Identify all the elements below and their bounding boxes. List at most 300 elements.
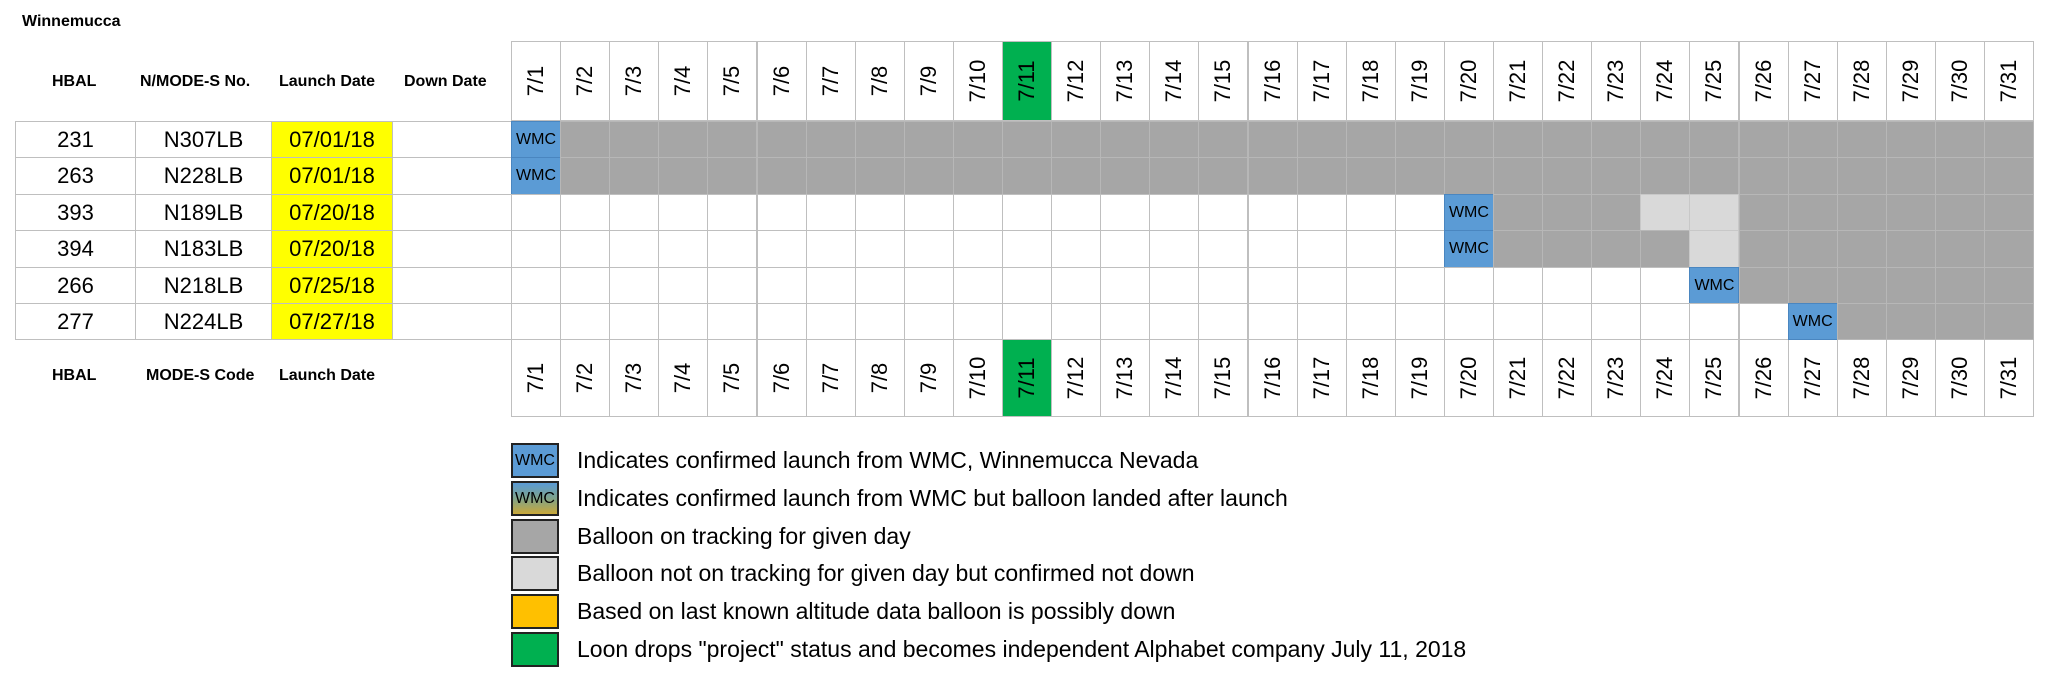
day-cell[interactable]: [1100, 267, 1150, 304]
day-cell[interactable]: [1149, 267, 1199, 304]
cell-launch[interactable]: 07/25/18: [271, 267, 393, 304]
cell-hbal[interactable]: 263: [15, 157, 136, 194]
day-cell-tracking[interactable]: [1297, 157, 1347, 194]
day-cell[interactable]: [560, 303, 610, 340]
cell-down[interactable]: [392, 230, 512, 267]
day-cell-tracking[interactable]: [1984, 267, 2034, 304]
day-cell[interactable]: [511, 303, 561, 340]
date-column-header[interactable]: [1297, 41, 1347, 121]
day-cell-tracking[interactable]: [1149, 157, 1199, 194]
day-cell-tracking[interactable]: [1640, 121, 1690, 158]
date-label: 7/5: [719, 65, 745, 97]
date-column-header[interactable]: [1198, 339, 1248, 417]
day-cell-tracking[interactable]: [1837, 194, 1887, 231]
day-cell[interactable]: [953, 230, 1003, 267]
date-column-header[interactable]: [1886, 339, 1936, 417]
day-cell-tracking[interactable]: [1640, 157, 1690, 194]
footer-mode-s-code: MODE-S Code: [146, 367, 255, 384]
day-cell-wmc-launch[interactable]: WMC: [1788, 303, 1838, 340]
date-column-header[interactable]: [1984, 339, 2034, 417]
day-cell-tracking[interactable]: [1886, 303, 1936, 340]
day-cell-tracking[interactable]: [1100, 121, 1150, 158]
legend-text: Indicates confirmed launch from WMC but balloon landed after launch: [577, 484, 1288, 511]
day-cell[interactable]: [904, 303, 954, 340]
day-cell[interactable]: [806, 194, 856, 231]
date-column-header[interactable]: [707, 41, 757, 121]
cell-down[interactable]: [392, 303, 512, 340]
day-cell[interactable]: [658, 230, 708, 267]
day-cell-tracking[interactable]: [1837, 267, 1887, 304]
date-label: 7/27: [1799, 59, 1825, 103]
date-column-header[interactable]: [1542, 339, 1592, 417]
day-cell-tracking[interactable]: [707, 121, 757, 158]
day-cell[interactable]: [1640, 267, 1690, 304]
day-cell-tracking[interactable]: [1984, 121, 2034, 158]
day-cell[interactable]: [1002, 303, 1052, 340]
day-cell-tracking[interactable]: [1689, 157, 1739, 194]
day-cell-tracking[interactable]: [1100, 157, 1150, 194]
day-cell[interactable]: [511, 230, 561, 267]
day-cell[interactable]: [1149, 230, 1199, 267]
day-cell-tracking[interactable]: [1051, 157, 1101, 194]
day-cell-tracking[interactable]: [904, 157, 954, 194]
day-cell[interactable]: [658, 267, 708, 304]
day-cell[interactable]: [707, 303, 757, 340]
day-cell-tracking[interactable]: [953, 157, 1003, 194]
date-column-header[interactable]: [855, 41, 905, 121]
day-cell-tracking[interactable]: [1837, 121, 1887, 158]
day-cell[interactable]: [658, 303, 708, 340]
day-cell[interactable]: [1198, 267, 1248, 304]
date-column-header[interactable]: [806, 41, 856, 121]
day-cell[interactable]: [707, 230, 757, 267]
day-cell-tracking[interactable]: [806, 157, 856, 194]
date-column-header[interactable]: [1788, 339, 1838, 417]
date-column-header[interactable]: [609, 41, 659, 121]
date-column-header[interactable]: [1739, 339, 1789, 417]
day-cell-tracking[interactable]: [1788, 267, 1838, 304]
day-cell-tracking[interactable]: [1002, 157, 1052, 194]
date-column-header[interactable]: [953, 41, 1003, 121]
day-cell[interactable]: [1395, 267, 1445, 304]
day-cell[interactable]: [1297, 230, 1347, 267]
day-cell-tracking[interactable]: [1935, 194, 1985, 231]
cell-launch[interactable]: 07/20/18: [271, 194, 393, 231]
day-cell-tracking[interactable]: [1248, 157, 1298, 194]
legend-swatch: [511, 556, 559, 591]
day-cell[interactable]: [806, 303, 856, 340]
cell-down[interactable]: [392, 267, 512, 304]
date-column-header[interactable]: [1739, 41, 1789, 121]
date-column-header[interactable]: [1542, 41, 1592, 121]
day-cell[interactable]: [953, 267, 1003, 304]
day-cell[interactable]: [1346, 230, 1396, 267]
day-cell-tracking[interactable]: [1542, 194, 1592, 231]
cell-mode[interactable]: N224LB: [135, 303, 272, 340]
day-cell[interactable]: [707, 267, 757, 304]
day-cell-tracking[interactable]: [1542, 121, 1592, 158]
day-cell-tracking[interactable]: [1591, 157, 1641, 194]
day-cell-tracking[interactable]: [953, 121, 1003, 158]
day-cell-tracking[interactable]: [1493, 121, 1543, 158]
date-label: 7/11: [1014, 357, 1040, 399]
date-column-header[interactable]: [1051, 339, 1101, 417]
day-cell-tracking[interactable]: [1689, 121, 1739, 158]
cell-mode[interactable]: N189LB: [135, 194, 272, 231]
day-cell-tracking[interactable]: [658, 121, 708, 158]
date-column-header[interactable]: [1886, 41, 1936, 121]
cell-mode[interactable]: N307LB: [135, 121, 272, 158]
date-column-header[interactable]: [1689, 41, 1739, 121]
date-label: 7/19: [1406, 59, 1432, 103]
day-cell[interactable]: [1248, 194, 1298, 231]
date-column-header[interactable]: [1837, 339, 1887, 417]
day-cell-tracking[interactable]: [1591, 121, 1641, 158]
day-cell[interactable]: [1297, 194, 1347, 231]
date-column-header[interactable]: [1395, 339, 1445, 417]
day-cell[interactable]: [1002, 230, 1052, 267]
header-down-date: Down Date: [404, 73, 487, 90]
day-cell-tracking[interactable]: [1493, 230, 1543, 267]
day-cell[interactable]: [1493, 267, 1543, 304]
day-cell-tracking[interactable]: [560, 157, 610, 194]
day-cell-tracking[interactable]: [1984, 194, 2034, 231]
date-column-header[interactable]: [707, 339, 757, 417]
day-cell-not-tracking[interactable]: [1689, 230, 1739, 267]
cell-down[interactable]: [392, 121, 512, 158]
day-cell[interactable]: [757, 303, 807, 340]
day-cell-tracking[interactable]: [1297, 121, 1347, 158]
day-cell[interactable]: [1051, 267, 1101, 304]
day-cell[interactable]: [904, 230, 954, 267]
day-cell[interactable]: [609, 230, 659, 267]
day-cell[interactable]: [1444, 267, 1494, 304]
date-column-header[interactable]: [1149, 339, 1199, 417]
day-cell-tracking[interactable]: [1788, 230, 1838, 267]
day-cell-tracking[interactable]: [1788, 157, 1838, 194]
day-cell-tracking[interactable]: [1984, 303, 2034, 340]
day-cell-tracking[interactable]: [1935, 303, 1985, 340]
legend-text: Balloon not on tracking for given day but confirmed not down: [577, 560, 1195, 587]
legend-text: Indicates confirmed launch from WMC, Winnemucca Nevada: [577, 447, 1199, 473]
header-hbal: HBAL: [52, 73, 97, 90]
day-cell-tracking[interactable]: [1886, 157, 1936, 194]
day-cell-tracking[interactable]: [1198, 157, 1248, 194]
date-label: 7/2: [572, 362, 598, 394]
day-cell-tracking[interactable]: [1935, 157, 1985, 194]
date-label: 7/21: [1505, 59, 1531, 103]
date-column-header[interactable]: [1493, 339, 1543, 417]
day-cell-tracking[interactable]: [1395, 121, 1445, 158]
day-cell[interactable]: [609, 303, 659, 340]
day-cell[interactable]: [855, 303, 905, 340]
date-column-header[interactable]: [904, 339, 954, 417]
day-cell-tracking[interactable]: [1149, 121, 1199, 158]
day-cell-tracking[interactable]: [757, 157, 807, 194]
cell-hbal[interactable]: 277: [15, 303, 136, 340]
date-label: 7/13: [1112, 356, 1138, 400]
date-column-header[interactable]: [1935, 339, 1985, 417]
date-column-header[interactable]: [511, 339, 561, 417]
date-label: 7/20: [1455, 356, 1481, 400]
day-cell-wmc-launch[interactable]: WMC: [1444, 194, 1494, 231]
day-cell-tracking[interactable]: [1542, 157, 1592, 194]
date-column-header[interactable]: [1984, 41, 2034, 121]
date-column-header[interactable]: [1100, 339, 1150, 417]
day-cell[interactable]: [1149, 303, 1199, 340]
day-cell-tracking[interactable]: [1837, 230, 1887, 267]
day-cell[interactable]: [1542, 303, 1592, 340]
day-cell-tracking[interactable]: [1788, 194, 1838, 231]
date-column-header[interactable]: [1837, 41, 1887, 121]
day-cell[interactable]: [1542, 267, 1592, 304]
day-cell[interactable]: [1051, 230, 1101, 267]
day-cell[interactable]: [658, 194, 708, 231]
day-cell[interactable]: [1198, 194, 1248, 231]
day-cell[interactable]: [1297, 267, 1347, 304]
day-cell[interactable]: [1346, 267, 1396, 304]
day-cell[interactable]: [953, 303, 1003, 340]
day-cell-tracking[interactable]: [658, 157, 708, 194]
day-cell-tracking[interactable]: [1739, 157, 1789, 194]
day-cell-tracking[interactable]: [1837, 303, 1887, 340]
day-cell[interactable]: [904, 267, 954, 304]
day-cell-tracking[interactable]: [1739, 121, 1789, 158]
day-cell[interactable]: [855, 230, 905, 267]
day-cell[interactable]: [1198, 230, 1248, 267]
date-label: 7/24: [1652, 59, 1678, 103]
day-cell-tracking[interactable]: [1346, 157, 1396, 194]
day-cell-not-tracking[interactable]: [1640, 194, 1690, 231]
day-cell-tracking[interactable]: [1591, 230, 1641, 267]
date-column-header[interactable]: [1640, 339, 1690, 417]
day-cell-tracking[interactable]: [1640, 230, 1690, 267]
day-cell-tracking[interactable]: [1788, 121, 1838, 158]
date-column-header[interactable]: [1297, 339, 1347, 417]
day-cell-tracking[interactable]: [1984, 157, 2034, 194]
day-cell-tracking[interactable]: [1837, 157, 1887, 194]
day-cell-not-tracking[interactable]: [1689, 194, 1739, 231]
day-cell-tracking[interactable]: [1248, 121, 1298, 158]
date-label: 7/15: [1210, 356, 1236, 400]
day-cell-tracking[interactable]: [1739, 230, 1789, 267]
day-cell-tracking[interactable]: [1346, 121, 1396, 158]
day-cell-tracking[interactable]: [1886, 121, 1936, 158]
day-cell[interactable]: [953, 194, 1003, 231]
date-column-header[interactable]: [1346, 41, 1396, 121]
day-cell-tracking[interactable]: [1935, 121, 1985, 158]
day-cell[interactable]: [1248, 230, 1298, 267]
day-cell[interactable]: [806, 267, 856, 304]
day-cell[interactable]: [511, 194, 561, 231]
day-cell[interactable]: [609, 194, 659, 231]
date-column-header[interactable]: [609, 339, 659, 417]
day-cell[interactable]: [1100, 194, 1150, 231]
date-column-header[interactable]: [658, 339, 708, 417]
date-column-header[interactable]: [1002, 41, 1052, 121]
day-cell[interactable]: [904, 194, 954, 231]
cell-down[interactable]: [392, 194, 512, 231]
day-cell-tracking[interactable]: [855, 157, 905, 194]
footer-launch-date: Launch Date: [279, 367, 376, 384]
day-cell[interactable]: [1640, 303, 1690, 340]
cell-launch[interactable]: 07/20/18: [271, 230, 393, 267]
date-column-header[interactable]: [855, 339, 905, 417]
day-cell[interactable]: [855, 194, 905, 231]
day-cell[interactable]: [1395, 230, 1445, 267]
date-label: 7/2: [572, 65, 598, 97]
date-column-header[interactable]: [1444, 41, 1494, 121]
day-cell[interactable]: [1248, 267, 1298, 304]
date-column-header[interactable]: [1444, 339, 1494, 417]
day-cell[interactable]: [757, 230, 807, 267]
date-column-header[interactable]: [1248, 339, 1298, 417]
day-cell-wmc-launch[interactable]: WMC: [511, 121, 561, 158]
day-cell[interactable]: [1198, 303, 1248, 340]
day-cell[interactable]: [1346, 303, 1396, 340]
day-cell[interactable]: [806, 230, 856, 267]
day-cell-tracking[interactable]: [904, 121, 954, 158]
day-cell[interactable]: [1739, 303, 1789, 340]
day-cell[interactable]: [707, 194, 757, 231]
day-cell-tracking[interactable]: [1493, 194, 1543, 231]
day-cell-tracking[interactable]: [757, 121, 807, 158]
day-cell[interactable]: [1395, 194, 1445, 231]
cell-hbal[interactable]: 393: [15, 194, 136, 231]
day-cell-tracking[interactable]: [806, 121, 856, 158]
date-column-header[interactable]: [1591, 339, 1641, 417]
cell-mode[interactable]: N183LB: [135, 230, 272, 267]
date-column-header[interactable]: [1248, 41, 1298, 121]
cell-down[interactable]: [392, 157, 512, 194]
cell-mode[interactable]: N218LB: [135, 267, 272, 304]
date-column-header[interactable]: [1346, 339, 1396, 417]
day-cell[interactable]: [1444, 303, 1494, 340]
day-cell[interactable]: [855, 267, 905, 304]
day-cell[interactable]: [609, 267, 659, 304]
day-cell[interactable]: [1689, 303, 1739, 340]
day-cell-tracking[interactable]: [1984, 230, 2034, 267]
day-cell[interactable]: [757, 267, 807, 304]
day-cell-tracking[interactable]: [1739, 267, 1789, 304]
date-column-header[interactable]: [1689, 339, 1739, 417]
day-cell-tracking[interactable]: [1002, 121, 1052, 158]
day-cell-tracking[interactable]: [560, 121, 610, 158]
date-column-header[interactable]: [806, 339, 856, 417]
day-cell[interactable]: [1002, 194, 1052, 231]
day-cell-tracking[interactable]: [609, 157, 659, 194]
day-cell-tracking[interactable]: [1935, 267, 1985, 304]
date-label: 7/31: [1996, 59, 2022, 103]
day-cell[interactable]: [1002, 267, 1052, 304]
date-column-header[interactable]: [511, 41, 561, 121]
date-column-header[interactable]: [1002, 339, 1052, 417]
date-label: 7/8: [866, 65, 892, 97]
cell-hbal[interactable]: 394: [15, 230, 136, 267]
day-cell[interactable]: [757, 194, 807, 231]
date-column-header[interactable]: [1591, 41, 1641, 121]
date-column-header[interactable]: [560, 339, 610, 417]
date-column-header[interactable]: [1198, 41, 1248, 121]
day-cell-wmc-launch[interactable]: WMC: [1689, 267, 1739, 304]
date-column-header[interactable]: [757, 339, 807, 417]
day-cell-tracking[interactable]: [1395, 157, 1445, 194]
day-cell[interactable]: [1149, 194, 1199, 231]
day-cell[interactable]: [511, 267, 561, 304]
day-cell[interactable]: [1346, 194, 1396, 231]
cell-hbal[interactable]: 231: [15, 121, 136, 158]
date-column-header[interactable]: [1493, 41, 1543, 121]
date-column-header[interactable]: [658, 41, 708, 121]
day-cell[interactable]: [1591, 303, 1641, 340]
cell-launch[interactable]: 07/01/18: [271, 121, 393, 158]
day-cell-tracking[interactable]: [1886, 194, 1936, 231]
day-cell[interactable]: [1100, 303, 1150, 340]
day-cell-wmc-launch[interactable]: WMC: [511, 157, 561, 194]
day-cell[interactable]: [1248, 303, 1298, 340]
day-cell-tracking[interactable]: [1493, 157, 1543, 194]
date-column-header[interactable]: [1149, 41, 1199, 121]
day-cell[interactable]: [1100, 230, 1150, 267]
day-cell-tracking[interactable]: [1886, 230, 1936, 267]
day-cell[interactable]: [1051, 194, 1101, 231]
day-cell[interactable]: [1591, 267, 1641, 304]
day-cell-tracking[interactable]: [1444, 121, 1494, 158]
day-cell-tracking[interactable]: [707, 157, 757, 194]
day-cell-tracking[interactable]: [855, 121, 905, 158]
day-cell-tracking[interactable]: [1935, 230, 1985, 267]
day-cell-tracking[interactable]: [1739, 194, 1789, 231]
date-column-header[interactable]: [1051, 41, 1101, 121]
date-column-header[interactable]: [1100, 41, 1150, 121]
legend-text: Based on last known altitude data balloon is possibly down: [577, 598, 1176, 625]
date-column-header[interactable]: [904, 41, 954, 121]
date-label: 7/12: [1063, 59, 1089, 103]
date-column-header[interactable]: [1935, 41, 1985, 121]
date-column-header[interactable]: [1640, 41, 1690, 121]
cell-launch[interactable]: 07/27/18: [271, 303, 393, 340]
day-cell[interactable]: [1395, 303, 1445, 340]
day-cell[interactable]: [1493, 303, 1543, 340]
date-column-header[interactable]: [953, 339, 1003, 417]
date-column-header[interactable]: [560, 41, 610, 121]
day-cell[interactable]: [560, 267, 610, 304]
header-nmode: N/MODE-S No.: [140, 73, 251, 90]
day-cell-tracking[interactable]: [1542, 230, 1592, 267]
date-label: 7/14: [1161, 356, 1187, 400]
cell-mode[interactable]: N228LB: [135, 157, 272, 194]
day-cell[interactable]: [1051, 303, 1101, 340]
day-cell-tracking[interactable]: [1886, 267, 1936, 304]
day-cell-tracking[interactable]: [1591, 194, 1641, 231]
date-column-header[interactable]: [1788, 41, 1838, 121]
day-cell[interactable]: [1297, 303, 1347, 340]
date-label: 7/25: [1701, 356, 1727, 400]
day-cell-tracking[interactable]: [1051, 121, 1101, 158]
date-label: 7/4: [670, 65, 696, 97]
day-cell-wmc-launch[interactable]: WMC: [1444, 230, 1494, 267]
cell-hbal[interactable]: 266: [15, 267, 136, 304]
day-cell-tracking[interactable]: [609, 121, 659, 158]
day-cell[interactable]: [560, 230, 610, 267]
date-column-header[interactable]: [757, 41, 807, 121]
date-column-header[interactable]: [1395, 41, 1445, 121]
cell-launch[interactable]: 07/01/18: [271, 157, 393, 194]
day-cell-tracking[interactable]: [1444, 157, 1494, 194]
day-cell-tracking[interactable]: [1198, 121, 1248, 158]
day-cell[interactable]: [560, 194, 610, 231]
date-label: 7/30: [1946, 59, 1972, 103]
